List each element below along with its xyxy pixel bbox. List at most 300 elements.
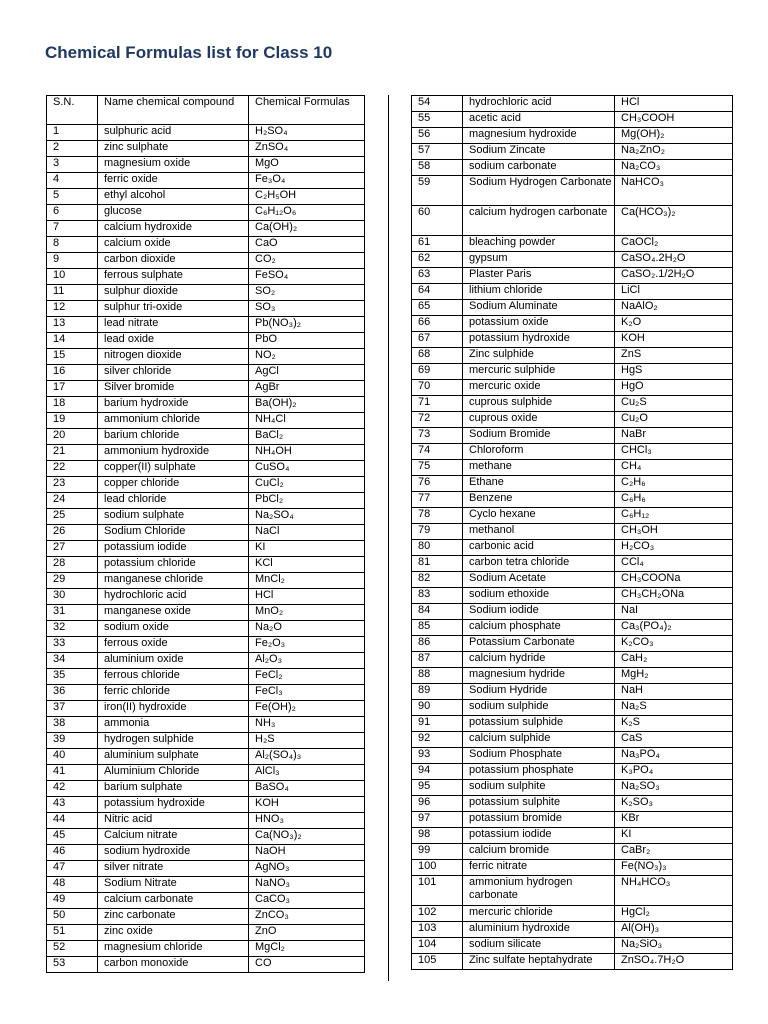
table-row	[47, 269, 365, 285]
compound-name-cell: calcium hydride	[463, 652, 615, 668]
compound-name-cell: calcium hydroxide	[98, 221, 249, 237]
compound-name-cell: calcium sulphide	[463, 732, 615, 748]
table-row	[47, 205, 365, 221]
formula-cell: HgS	[615, 364, 733, 380]
table-row	[412, 508, 733, 524]
formula-cell: FeSO₄	[249, 269, 365, 285]
serial-number-cell: 49	[47, 893, 98, 909]
formula-cell: H₂SO₄	[249, 125, 365, 141]
formula-cell: FeCl₂	[249, 669, 365, 685]
table-row	[47, 189, 365, 205]
serial-number-cell: 12	[47, 301, 98, 317]
serial-number-cell: 79	[412, 524, 463, 540]
formula-cell: HCl	[615, 96, 733, 112]
compound-name-cell: barium chloride	[98, 429, 249, 445]
formula-cell: MgO	[249, 157, 365, 173]
formula-cell: CCl₄	[615, 556, 733, 572]
table-row	[47, 941, 365, 957]
compound-name-cell: calcium bromide	[463, 844, 615, 860]
serial-number-cell: 103	[412, 922, 463, 938]
serial-number-cell: 29	[47, 573, 98, 589]
formula-cell: MgH₂	[615, 668, 733, 684]
compound-name-cell: ammonium hydroxide	[98, 445, 249, 461]
table-row	[412, 428, 733, 444]
compound-name-cell: sulphuric acid	[98, 125, 249, 141]
formula-cell: CuSO₄	[249, 461, 365, 477]
table-row	[412, 796, 733, 812]
compound-name-cell: sulphur dioxide	[98, 285, 249, 301]
formula-cell: FeCl₃	[249, 685, 365, 701]
formula-cell: ZnS	[615, 348, 733, 364]
serial-number-cell: 99	[412, 844, 463, 860]
formula-cell: MnCl₂	[249, 573, 365, 589]
compound-name-cell: aluminium oxide	[98, 653, 249, 669]
serial-number-cell: 42	[47, 781, 98, 797]
compound-name-cell: Potassium Carbonate	[463, 636, 615, 652]
formula-cell: KOH	[249, 797, 365, 813]
table-row	[412, 700, 733, 716]
serial-number-cell: 72	[412, 412, 463, 428]
formula-cell: NaNO₃	[249, 877, 365, 893]
compound-name-cell: mercuric oxide	[463, 380, 615, 396]
formula-cell: CH₃COONa	[615, 572, 733, 588]
serial-number-cell: 36	[47, 685, 98, 701]
serial-number-cell: 22	[47, 461, 98, 477]
compound-name-cell: Sodium Aluminate	[463, 300, 615, 316]
formula-cell: CHCl₃	[615, 444, 733, 460]
serial-number-cell: 6	[47, 205, 98, 221]
serial-number-cell: 96	[412, 796, 463, 812]
table-row	[412, 540, 733, 556]
table-row	[47, 877, 365, 893]
table-row	[412, 844, 733, 860]
table-row	[47, 957, 365, 973]
compound-name-cell: potassium iodide	[463, 828, 615, 844]
formula-cell: Mg(OH)₂	[615, 128, 733, 144]
serial-number-cell: 34	[47, 653, 98, 669]
formula-cell: MgCl₂	[249, 941, 365, 957]
compound-name-cell: ferric chloride	[98, 685, 249, 701]
serial-number-cell: 23	[47, 477, 98, 493]
table-row	[412, 364, 733, 380]
table-row	[47, 493, 365, 509]
table-row	[47, 429, 365, 445]
serial-number-cell: 67	[412, 332, 463, 348]
table-row	[47, 861, 365, 877]
compound-name-cell: sodium carbonate	[463, 160, 615, 176]
formula-cell: BaCl₂	[249, 429, 365, 445]
table-row	[47, 301, 365, 317]
formula-cell: NaHCO₃	[615, 176, 733, 206]
table-row	[47, 477, 365, 493]
compound-name-cell: magnesium hydroxide	[463, 128, 615, 144]
table-row	[47, 557, 365, 573]
formula-cell: K₂SO₃	[615, 796, 733, 812]
formula-cell: PbO	[249, 333, 365, 349]
compound-name-cell: potassium hydroxide	[98, 797, 249, 813]
table-row	[412, 332, 733, 348]
formula-cell: CaO	[249, 237, 365, 253]
table-row	[47, 797, 365, 813]
formula-cell: NH₃	[249, 717, 365, 733]
serial-number-cell: 4	[47, 173, 98, 189]
compound-name-cell: potassium phosphate	[463, 764, 615, 780]
formula-cell: C₆H₁₂	[615, 508, 733, 524]
table-row	[47, 509, 365, 525]
compound-name-cell: bleaching powder	[463, 236, 615, 252]
serial-number-cell: 32	[47, 621, 98, 637]
table-row	[412, 732, 733, 748]
formula-cell: HgO	[615, 380, 733, 396]
compound-name-cell: zinc oxide	[98, 925, 249, 941]
formula-cell: NaAlO₂	[615, 300, 733, 316]
compound-name-cell: potassium bromide	[463, 812, 615, 828]
table-row	[412, 524, 733, 540]
formula-cell: LiCl	[615, 284, 733, 300]
serial-number-cell: 3	[47, 157, 98, 173]
compound-name-cell: manganese oxide	[98, 605, 249, 621]
table-row	[47, 621, 365, 637]
formula-cell: Cu₂O	[615, 412, 733, 428]
formula-cell: C₂H₅OH	[249, 189, 365, 205]
formula-table-right	[411, 95, 733, 970]
serial-number-cell: 37	[47, 701, 98, 717]
table-row	[47, 221, 365, 237]
formula-cell: H₂CO₃	[615, 540, 733, 556]
table-row	[412, 938, 733, 954]
table-row	[47, 573, 365, 589]
serial-number-cell: 97	[412, 812, 463, 828]
formula-cell: KCl	[249, 557, 365, 573]
formula-cell: C₆H₁₂O₆	[249, 205, 365, 221]
compound-name-cell: sodium oxide	[98, 621, 249, 637]
compound-name-cell: sodium sulphate	[98, 509, 249, 525]
compound-name-cell: ferrous oxide	[98, 637, 249, 653]
formula-cell: HgCl₂	[615, 906, 733, 922]
compound-name-cell: ammonium hydrogen carbonate	[463, 876, 615, 906]
table-row	[47, 909, 365, 925]
serial-number-cell: 41	[47, 765, 98, 781]
formula-cell: Al₂(SO₄)₃	[249, 749, 365, 765]
compound-name-cell: ferrous chloride	[98, 669, 249, 685]
compound-name-cell: calcium oxide	[98, 237, 249, 253]
table-row	[412, 160, 733, 176]
serial-number-cell: 104	[412, 938, 463, 954]
compound-name-cell: potassium sulphite	[463, 796, 615, 812]
table-row	[47, 333, 365, 349]
formula-cell: ZnCO₃	[249, 909, 365, 925]
serial-number-cell: 25	[47, 509, 98, 525]
serial-number-cell: 24	[47, 493, 98, 509]
serial-number-cell: 40	[47, 749, 98, 765]
serial-number-cell: 54	[412, 96, 463, 112]
compound-name-cell: Sodium Acetate	[463, 572, 615, 588]
serial-number-cell: 86	[412, 636, 463, 652]
table-row	[47, 461, 365, 477]
table-row	[412, 684, 733, 700]
sn-header: S.N.	[47, 96, 98, 125]
compound-name-cell: sodium sulphite	[463, 780, 615, 796]
table-row	[47, 701, 365, 717]
table-row	[47, 317, 365, 333]
formula-cell: PbCl₂	[249, 493, 365, 509]
serial-number-cell: 58	[412, 160, 463, 176]
formula-cell: Na₂SiO₃	[615, 938, 733, 954]
serial-number-cell: 70	[412, 380, 463, 396]
formula-cell: Ca(HCO₃)₂	[615, 206, 733, 236]
formula-cell: Na₂S	[615, 700, 733, 716]
compound-name-cell: carbon dioxide	[98, 253, 249, 269]
serial-number-cell: 95	[412, 780, 463, 796]
table-row	[412, 460, 733, 476]
compound-name-cell: cuprous sulphide	[463, 396, 615, 412]
table-row	[412, 876, 733, 906]
table-row	[412, 572, 733, 588]
formula-cell: C₆H₆	[615, 492, 733, 508]
serial-number-cell: 10	[47, 269, 98, 285]
serial-number-cell: 8	[47, 237, 98, 253]
compound-name-cell: calcium hydrogen carbonate	[463, 206, 615, 236]
serial-number-cell: 87	[412, 652, 463, 668]
table-row	[412, 556, 733, 572]
serial-number-cell: 92	[412, 732, 463, 748]
compound-name-cell: Chloroform	[463, 444, 615, 460]
serial-number-cell: 105	[412, 954, 463, 970]
compound-name-cell: zinc carbonate	[98, 909, 249, 925]
compound-name-cell: Sodium Hydride	[463, 684, 615, 700]
compound-name-cell: magnesium chloride	[98, 941, 249, 957]
compound-name-cell: carbonic acid	[463, 540, 615, 556]
compound-name-cell: silver nitrate	[98, 861, 249, 877]
serial-number-cell: 71	[412, 396, 463, 412]
formula-cell: Na₂SO₃	[615, 780, 733, 796]
serial-number-cell: 59	[412, 176, 463, 206]
serial-number-cell: 38	[47, 717, 98, 733]
table-row	[47, 349, 365, 365]
table-row	[47, 237, 365, 253]
formula-cell: NaBr	[615, 428, 733, 444]
formula-cell: CaCO₃	[249, 893, 365, 909]
compound-name-cell: Silver bromide	[98, 381, 249, 397]
formula-cell: BaSO₄	[249, 781, 365, 797]
compound-name-cell: Sodium Phosphate	[463, 748, 615, 764]
formula-cell: K₂S	[615, 716, 733, 732]
serial-number-cell: 65	[412, 300, 463, 316]
compound-name-cell: Ethane	[463, 476, 615, 492]
serial-number-cell: 82	[412, 572, 463, 588]
formula-cell: CH₃CH₂ONa	[615, 588, 733, 604]
serial-number-cell: 14	[47, 333, 98, 349]
table-row	[412, 348, 733, 364]
serial-number-cell: 26	[47, 525, 98, 541]
compound-name-cell: carbon tetra chloride	[463, 556, 615, 572]
table-row	[47, 381, 365, 397]
table-row	[47, 605, 365, 621]
compound-name-cell: methane	[463, 460, 615, 476]
serial-number-cell: 57	[412, 144, 463, 160]
formula-cell: C₂H₆	[615, 476, 733, 492]
serial-number-cell: 50	[47, 909, 98, 925]
serial-number-cell: 27	[47, 541, 98, 557]
formula-cell: CO₂	[249, 253, 365, 269]
table-row	[412, 652, 733, 668]
compound-name-cell: sodium sulphide	[463, 700, 615, 716]
formula-cell: ZnSO₄	[249, 141, 365, 157]
table-row	[412, 128, 733, 144]
compound-name-cell: Benzene	[463, 492, 615, 508]
formula-cell: CuCl₂	[249, 477, 365, 493]
compound-name-cell: Sodium Bromide	[463, 428, 615, 444]
formula-cell: AgNO₃	[249, 861, 365, 877]
compound-name-cell: iron(II) hydroxide	[98, 701, 249, 717]
formula-cell: K₂CO₃	[615, 636, 733, 652]
serial-number-cell: 20	[47, 429, 98, 445]
table-row	[412, 316, 733, 332]
compound-name-cell: Zinc sulphide	[463, 348, 615, 364]
compound-name-cell: ferric nitrate	[463, 860, 615, 876]
compound-name-cell: Plaster Paris	[463, 268, 615, 284]
table-row	[47, 717, 365, 733]
compound-name-cell: lithium chloride	[463, 284, 615, 300]
compound-name-cell: mercuric sulphide	[463, 364, 615, 380]
serial-number-cell: 19	[47, 413, 98, 429]
table-row	[412, 412, 733, 428]
table-row	[47, 445, 365, 461]
serial-number-cell: 21	[47, 445, 98, 461]
compound-name-cell: copper(II) sulphate	[98, 461, 249, 477]
compound-name-cell: Sodium Hydrogen Carbonate	[463, 176, 615, 206]
table-row	[47, 541, 365, 557]
formula-cell: NH₄HCO₃	[615, 876, 733, 906]
table-row	[412, 668, 733, 684]
compound-name-cell: aluminium hydroxide	[463, 922, 615, 938]
formula-cell: AgBr	[249, 381, 365, 397]
formula-cell: Na₂ZnO₂	[615, 144, 733, 160]
formula-cell: NaCl	[249, 525, 365, 541]
formula-cell: Fe(OH)₂	[249, 701, 365, 717]
table-row	[47, 397, 365, 413]
formula-cell: Fe(NO₃)₃	[615, 860, 733, 876]
serial-number-cell: 56	[412, 128, 463, 144]
formula-cell: CaSO₂.1/2H₂O	[615, 268, 733, 284]
serial-number-cell: 60	[412, 206, 463, 236]
compound-name-cell: ferric oxide	[98, 173, 249, 189]
serial-number-cell: 44	[47, 813, 98, 829]
table-row	[47, 173, 365, 189]
table-row	[47, 525, 365, 541]
formula-cell: CaH₂	[615, 652, 733, 668]
formula-cell: Na₂O	[249, 621, 365, 637]
serial-number-cell: 30	[47, 589, 98, 605]
compound-name-cell: potassium iodide	[98, 541, 249, 557]
compound-name-cell: hydrogen sulphide	[98, 733, 249, 749]
table-row	[47, 365, 365, 381]
serial-number-cell: 75	[412, 460, 463, 476]
compound-name-cell: aluminium sulphate	[98, 749, 249, 765]
serial-number-cell: 17	[47, 381, 98, 397]
formula-cell: HCl	[249, 589, 365, 605]
compound-name-cell: ammonia	[98, 717, 249, 733]
formula-cell: KBr	[615, 812, 733, 828]
formula-cell: NaI	[615, 604, 733, 620]
table-row	[47, 925, 365, 941]
formula-cell: K₃PO₄	[615, 764, 733, 780]
table-row	[412, 812, 733, 828]
compound-name-cell: zinc sulphate	[98, 141, 249, 157]
table-row	[47, 653, 365, 669]
serial-number-cell: 33	[47, 637, 98, 653]
table-row	[47, 589, 365, 605]
compound-name-cell: potassium oxide	[463, 316, 615, 332]
serial-number-cell: 47	[47, 861, 98, 877]
page-title: Chemical Formulas list for Class 10	[45, 43, 333, 62]
compound-name-cell: ferrous sulphate	[98, 269, 249, 285]
serial-number-cell: 94	[412, 764, 463, 780]
formula-cell: CaSO₄.2H₂O	[615, 252, 733, 268]
serial-number-cell: 63	[412, 268, 463, 284]
serial-number-cell: 35	[47, 669, 98, 685]
table-row	[412, 300, 733, 316]
table-row	[47, 669, 365, 685]
table-row	[412, 444, 733, 460]
serial-number-cell: 1	[47, 125, 98, 141]
compound-name-cell: calcium carbonate	[98, 893, 249, 909]
formula-cell: CaBr₂	[615, 844, 733, 860]
compound-name-cell: lead chloride	[98, 493, 249, 509]
formula-cell: HNO₃	[249, 813, 365, 829]
table-row	[47, 157, 365, 173]
serial-number-cell: 28	[47, 557, 98, 573]
serial-number-cell: 52	[47, 941, 98, 957]
formula-cell: Na₃PO₄	[615, 748, 733, 764]
serial-number-cell: 93	[412, 748, 463, 764]
table-row	[412, 252, 733, 268]
compound-name-cell: sulphur tri-oxide	[98, 301, 249, 317]
serial-number-cell: 11	[47, 285, 98, 301]
formula-table-left	[46, 95, 365, 973]
compound-name-cell: copper chloride	[98, 477, 249, 493]
table-row	[47, 637, 365, 653]
table-row	[47, 253, 365, 269]
table-row	[412, 780, 733, 796]
formula-cell: CO	[249, 957, 365, 973]
formula-cell: NaH	[615, 684, 733, 700]
serial-number-cell: 46	[47, 845, 98, 861]
table-row	[412, 922, 733, 938]
serial-number-cell: 77	[412, 492, 463, 508]
table-row	[412, 144, 733, 160]
table-row	[412, 588, 733, 604]
table-row	[47, 829, 365, 845]
compound-name-cell: acetic acid	[463, 112, 615, 128]
compound-name-cell: nitrogen dioxide	[98, 349, 249, 365]
serial-number-cell: 7	[47, 221, 98, 237]
formula-cell: Pb(NO₃)₂	[249, 317, 365, 333]
serial-number-cell: 51	[47, 925, 98, 941]
formula-cell: NaOH	[249, 845, 365, 861]
formula-cell: NO₂	[249, 349, 365, 365]
table-row	[412, 492, 733, 508]
serial-number-cell: 69	[412, 364, 463, 380]
table-row	[47, 781, 365, 797]
table-row	[412, 828, 733, 844]
serial-number-cell: 81	[412, 556, 463, 572]
compound-name-cell: Sodium Nitrate	[98, 877, 249, 893]
table-row	[412, 284, 733, 300]
formula-cell: SO₃	[249, 301, 365, 317]
formula-cell: MnO₂	[249, 605, 365, 621]
serial-number-cell: 83	[412, 588, 463, 604]
